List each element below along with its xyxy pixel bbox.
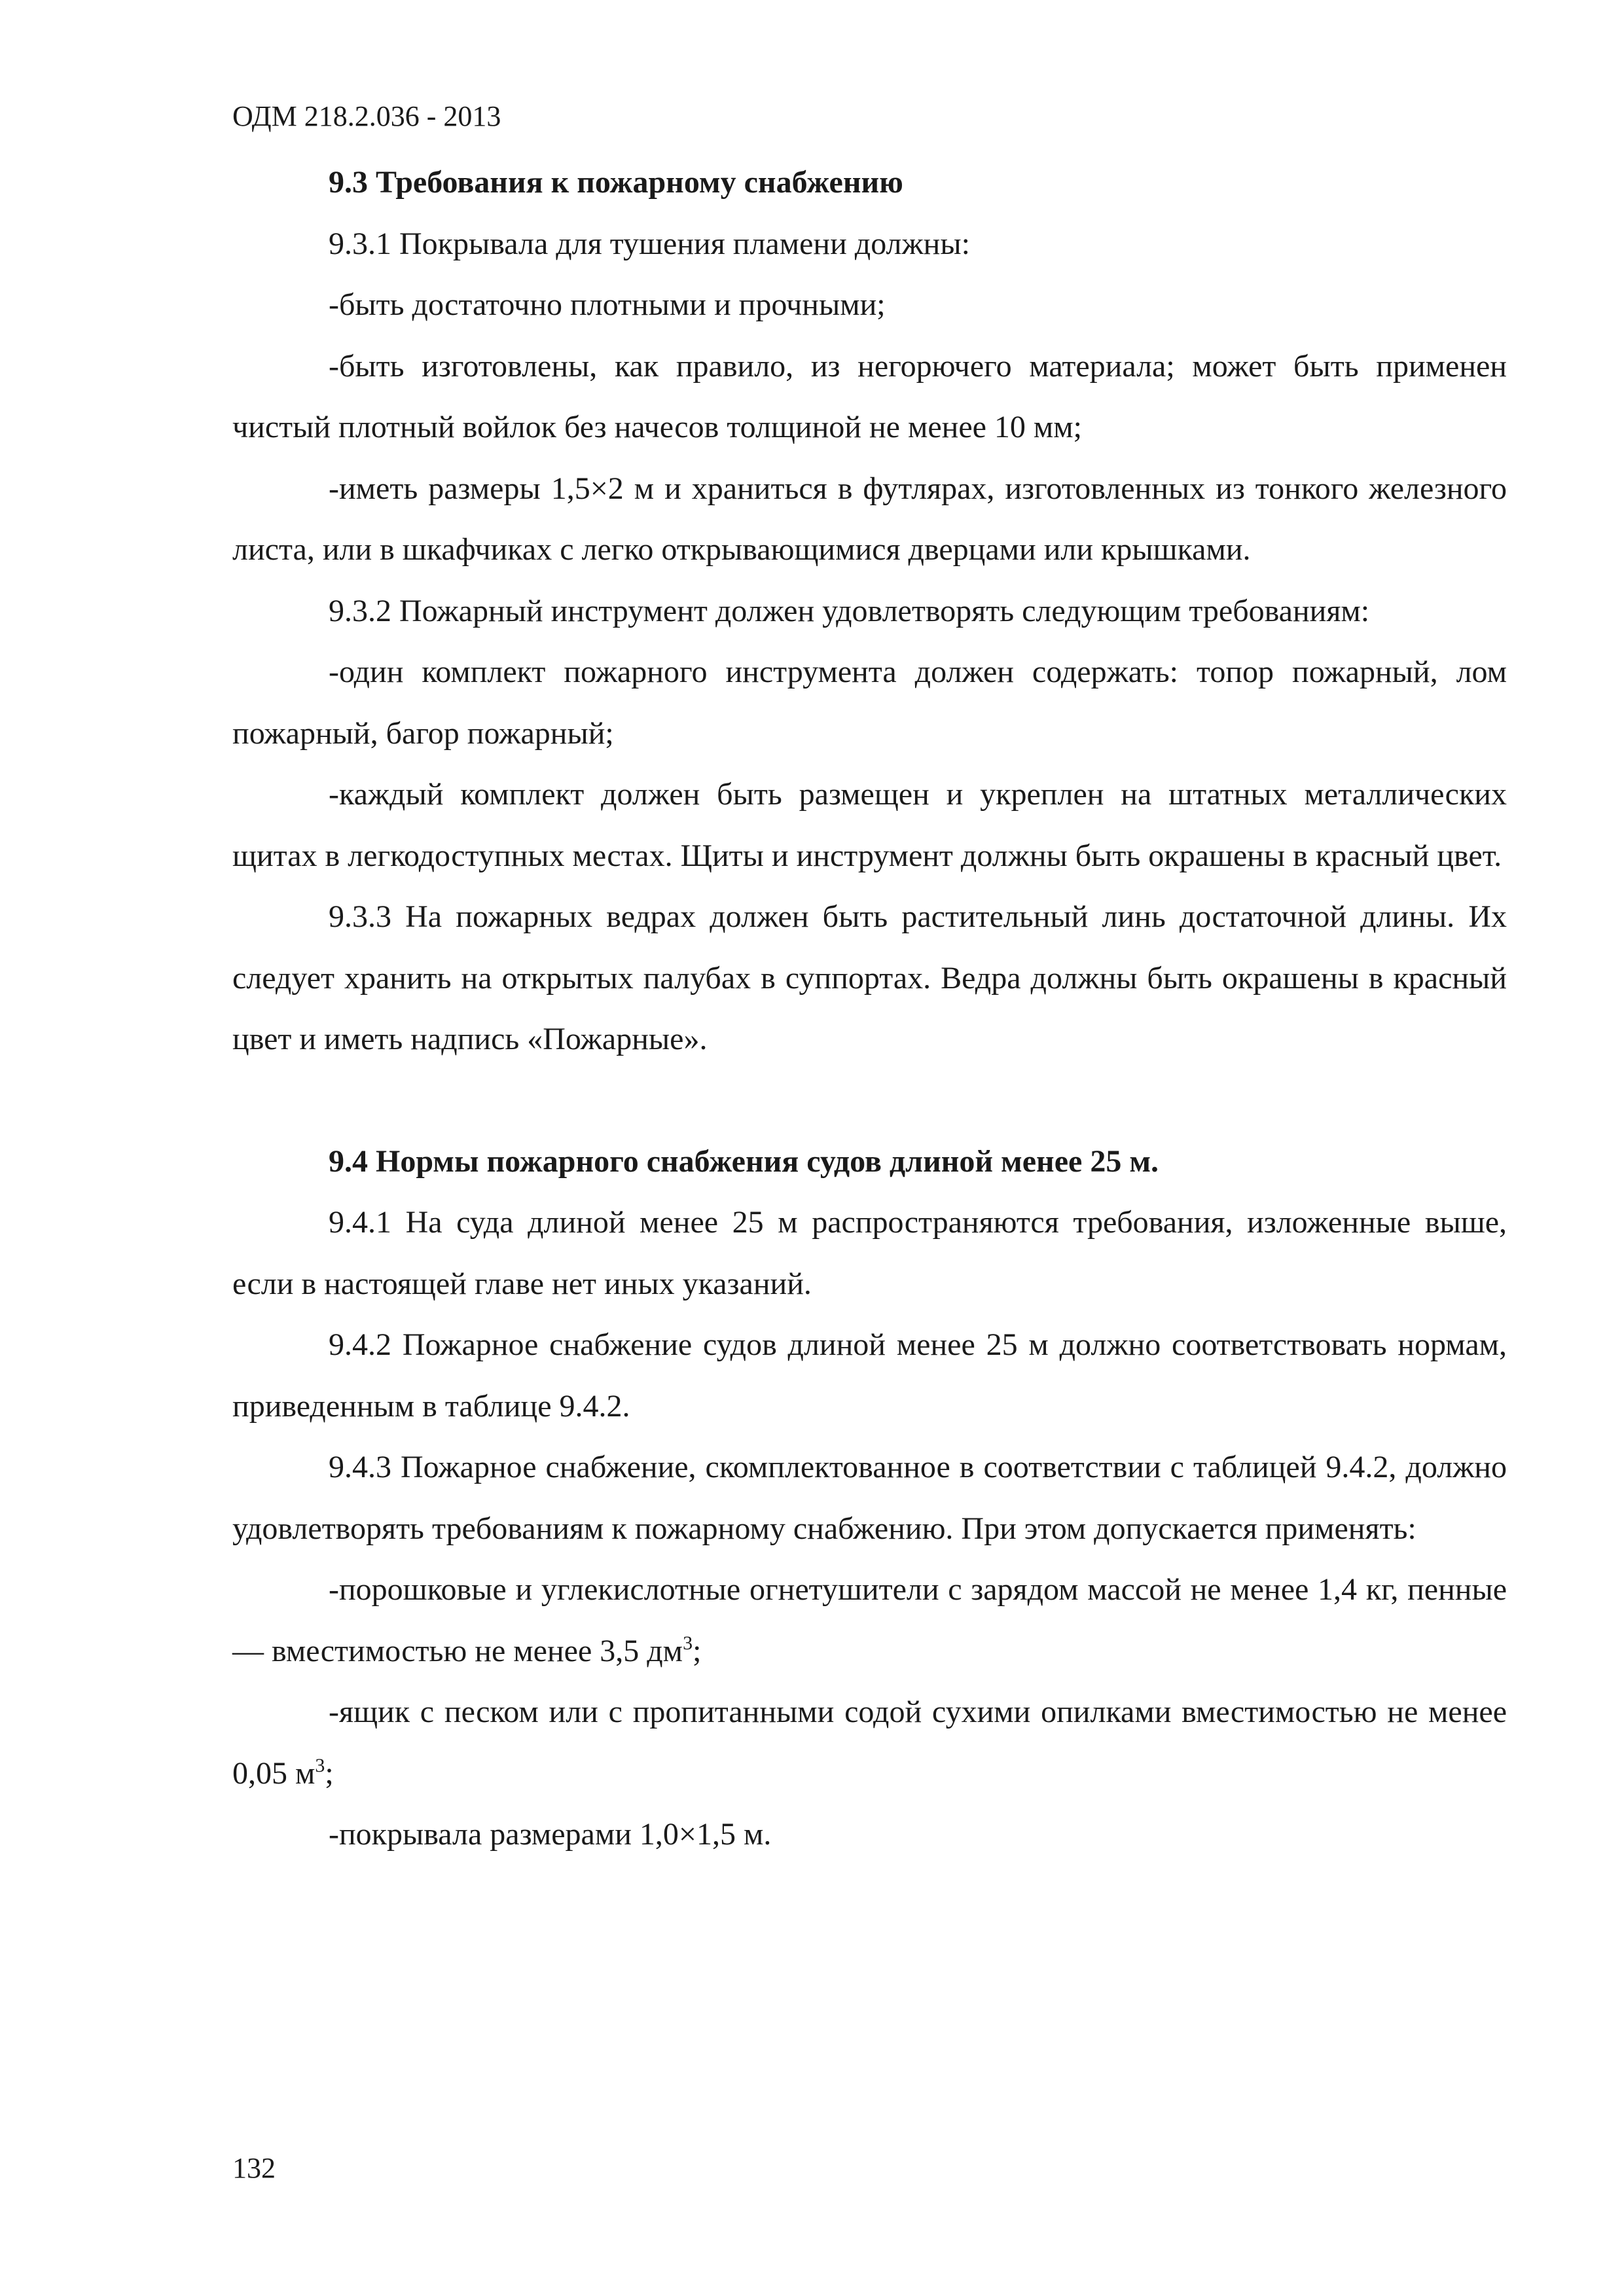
section-heading-9-3: 9.3 Требования к пожарному снабжению [329,165,903,200]
list-item-sand-box [232,1681,1507,1804]
list-item-tool-placement: -каждый комплект должен быть размещен и укреплен на штатных металлических щитах в легкодоступных местах. Щиты и инструмент должны быть окрашены в красный цвет. [232,777,1507,873]
paragraph-9-4-2: 9.4.2 Пожарное снабжение судов длиной менее 25 м должно соответствовать нормам, приведенным в таблице 9.4.2. [232,1327,1507,1424]
sand-box-unit-exponent: 3 [315,1754,325,1776]
list-item-sizes-storage: -иметь размеры 1,5×2 м и храниться в футлярах, изготовленных из тонкого железного листа, или в шкафчиках с легко открывающимися дверцами или крышками. [232,471,1507,567]
list-item-extinguishers [232,1559,1507,1681]
list-item-blankets: -покрывала размерами 1,0×1,5 м. [329,1817,772,1852]
extinguishers-text: -порошковые и углекислотные огнетушители с зарядом массой не менее 1,4 кг, пенные — вместимостью не менее 3,5 дм [232,1572,1507,1668]
paragraph-9-4-3: 9.4.3 Пожарное снабжение, скомплектованное в соответствии с таблицей 9.4.2, должно удовлетворять требованиям к пожарному снабжению. При этом допускается применять: [232,1450,1507,1546]
paragraph-9-3-3: 9.3.3 На пожарных ведрах должен быть растительный линь достаточной длины. Их следует хранить на открытых палубах в суппортах. Ведра должны быть окрашены в красный цвет и иметь надпись «Пожарные». [232,899,1507,1056]
document-body [232,152,1507,1865]
list-item-non-combustible: -быть изготовлены, как правило, из негорючего материала; может быть применен чистый плотный войлок без начесов толщиной не менее 10 мм; [232,348,1507,444]
list-item-tool-set: -один комплект пожарного инструмента должен содержать: топор пожарный, лом пожарный, багор пожарный; [232,655,1507,751]
document-code-header: ОДМ 218.2.036 - 2013 [232,100,501,132]
section-heading-9-4: 9.4 Нормы пожарного снабжения судов длиной менее 25 м. [329,1143,1159,1179]
page-number: 132 [232,2152,276,2184]
sand-box-text: -ящик с песком или с пропитанными содой сухими опилками вместимостью не менее 0,05 м [232,1695,1507,1791]
list-item-dense-strong: -быть достаточно плотными и прочными; [329,287,886,322]
extinguishers-tail: ; [693,1633,702,1668]
sand-box-tail: ; [325,1755,334,1791]
paragraph-9-3-1: 9.3.1 Покрывала для тушения пламени должны: [329,226,970,261]
extinguishers-unit-exponent: 3 [683,1632,693,1654]
paragraph-9-4-1: 9.4.1 На суда длиной менее 25 м распространяются требования, изложенные выше, если в настоящей главе нет иных указаний. [232,1205,1507,1301]
paragraph-9-3-2: 9.3.2 Пожарный инструмент должен удовлетворять следующим требованиям: [329,593,1370,628]
